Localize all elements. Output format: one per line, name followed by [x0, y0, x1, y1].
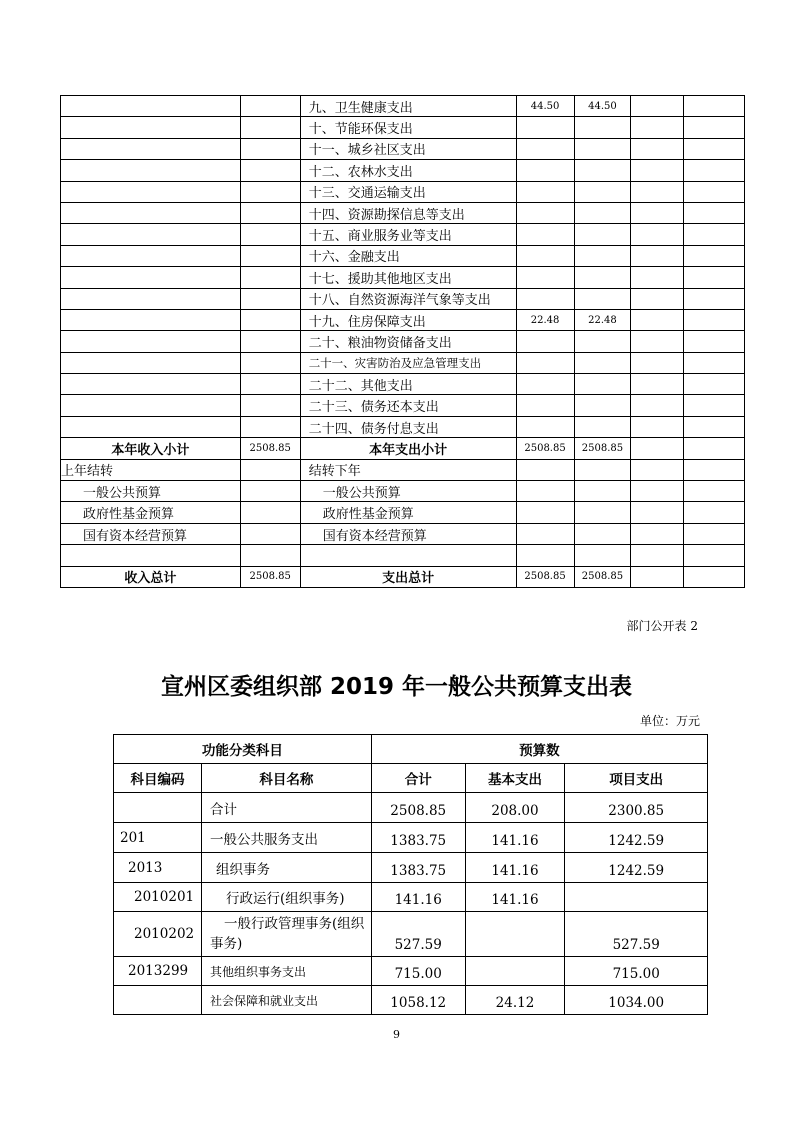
- carry-item-label: 国有资本经营预算: [300, 523, 516, 544]
- budget-expenditure-table: [113, 734, 708, 1015]
- table-cell: [516, 545, 574, 566]
- expense-value: [516, 288, 574, 309]
- table-cell: [240, 545, 300, 566]
- table-cell: [61, 117, 241, 138]
- expense-total-value: 2508.85: [574, 438, 631, 459]
- table-cell: [631, 374, 684, 395]
- table-cell: [631, 160, 684, 181]
- table-cell: [631, 96, 684, 117]
- table-cell: [61, 416, 241, 437]
- table-cell: [300, 545, 516, 566]
- table-cell: [61, 224, 241, 245]
- table-row: [61, 138, 745, 159]
- table-cell: [61, 352, 241, 373]
- table-cell: [240, 138, 300, 159]
- table-reference: 部门公开表 2: [626, 619, 698, 633]
- expense-value: 22.48: [516, 309, 574, 330]
- income-total-label: 本年收入小计: [61, 438, 241, 459]
- budget-row: [114, 853, 708, 883]
- expense-item-label: 十九、住房保障支出: [300, 309, 516, 330]
- table-row: [61, 395, 745, 416]
- expense-item-label: 二十四、债务付息支出: [300, 416, 516, 437]
- table-cell: [684, 566, 745, 587]
- table-cell: [631, 224, 684, 245]
- table-cell: [61, 181, 241, 202]
- expense-value: [574, 374, 631, 395]
- budget-row: [114, 986, 708, 1015]
- budget-row: [114, 823, 708, 853]
- table-cell: [631, 481, 684, 502]
- table-cell: [684, 502, 745, 523]
- budget-total: 1383.75: [371, 853, 465, 883]
- budget-row: [114, 912, 708, 957]
- table-cell: [684, 459, 745, 480]
- expense-value: [516, 267, 574, 288]
- budget-project: 1242.59: [565, 823, 708, 853]
- table-cell: [684, 160, 745, 181]
- table-cell: [684, 245, 745, 266]
- table-cell: [574, 502, 631, 523]
- table-cell: [516, 481, 574, 502]
- header-code: 科目编码: [114, 764, 202, 793]
- table-cell: [631, 202, 684, 223]
- table-cell: [631, 267, 684, 288]
- table-cell: [516, 502, 574, 523]
- carry-item-label: 政府性基金预算: [300, 502, 516, 523]
- budget-basic: 141.16: [465, 823, 565, 853]
- expense-item-label: 九、卫生健康支出: [300, 96, 516, 117]
- budget-basic: [465, 957, 565, 986]
- table-cell: [631, 566, 684, 587]
- table-cell: [631, 416, 684, 437]
- table-cell: [240, 331, 300, 352]
- subject-name: 组织事务: [201, 853, 371, 883]
- table-row: [61, 288, 745, 309]
- table-cell: [240, 202, 300, 223]
- table-cell: [240, 374, 300, 395]
- subject-code: 2010202: [114, 912, 202, 957]
- expense-value: [516, 331, 574, 352]
- table-cell: [61, 288, 241, 309]
- expense-item-label: 二十二、其他支出: [300, 374, 516, 395]
- carry-item-row: [61, 523, 745, 544]
- table-cell: [61, 96, 241, 117]
- table-cell: [61, 545, 241, 566]
- expense-value: [516, 224, 574, 245]
- table-cell: [631, 138, 684, 159]
- expense-value: [574, 267, 631, 288]
- table-cell: [631, 352, 684, 373]
- subject-name: 一般公共服务支出: [201, 823, 371, 853]
- budget-row: [114, 883, 708, 912]
- table-cell: [631, 395, 684, 416]
- table-cell: [61, 395, 241, 416]
- empty-row: [61, 545, 745, 566]
- table-row: [61, 96, 745, 117]
- table-cell: [61, 309, 241, 330]
- carry-next-label: 结转下年: [300, 459, 516, 480]
- expense-item-label: 二十、粮油物资储备支出: [300, 331, 516, 352]
- header-project: 项目支出: [565, 764, 708, 793]
- table-cell: [240, 459, 300, 480]
- table-row: [61, 117, 745, 138]
- income-total-label: 收入总计: [61, 566, 241, 587]
- subject-name: 行政运行(组织事务): [201, 883, 371, 912]
- expense-value: [574, 138, 631, 159]
- budget-total: 715.00: [371, 957, 465, 986]
- table-row: [61, 245, 745, 266]
- table-cell: [574, 459, 631, 480]
- subject-code: [114, 986, 202, 1015]
- table-cell: [240, 288, 300, 309]
- expense-item-label: 十五、商业服务业等支出: [300, 224, 516, 245]
- budget-basic: [465, 912, 565, 957]
- subject-name: 社会保障和就业支出: [201, 986, 371, 1015]
- income-total-value: 2508.85: [240, 438, 300, 459]
- budget-total: 1383.75: [371, 823, 465, 853]
- expense-value: [516, 395, 574, 416]
- subtotal-row: [61, 438, 745, 459]
- budget-project: [565, 883, 708, 912]
- expense-value: [574, 352, 631, 373]
- table-header-row: [114, 764, 708, 793]
- table-cell: [240, 160, 300, 181]
- expense-item-label: 十七、援助其他地区支出: [300, 267, 516, 288]
- table-cell: [574, 481, 631, 502]
- expense-item-label: 十二、农林水支出: [300, 160, 516, 181]
- table-cell: [684, 138, 745, 159]
- expense-item-label: 十一、城乡社区支出: [300, 138, 516, 159]
- table-cell: [684, 202, 745, 223]
- expense-value: [516, 117, 574, 138]
- header-function-category: 功能分类科目: [114, 735, 372, 764]
- subject-name: 一般行政管理事务(组织事务): [201, 912, 371, 957]
- expense-value: [516, 374, 574, 395]
- table-cell: [684, 374, 745, 395]
- table-row: [61, 267, 745, 288]
- table-cell: [631, 523, 684, 544]
- table-cell: [240, 181, 300, 202]
- table-cell: [684, 331, 745, 352]
- carry-row: [61, 459, 745, 480]
- budget-basic: 141.16: [465, 883, 565, 912]
- expense-value: [516, 202, 574, 223]
- page-number: 9: [393, 1028, 400, 1041]
- table-cell: [240, 117, 300, 138]
- expense-value: [574, 288, 631, 309]
- budget-project: 1034.00: [565, 986, 708, 1015]
- expense-value: [574, 224, 631, 245]
- expense-value: [574, 245, 631, 266]
- table-cell: [61, 267, 241, 288]
- expense-item-label: 十八、自然资源海洋气象等支出: [300, 288, 516, 309]
- table-cell: [516, 523, 574, 544]
- table-cell: [631, 117, 684, 138]
- expense-value: [574, 202, 631, 223]
- subject-code: [114, 793, 202, 823]
- subject-name: 其他组织事务支出: [201, 957, 371, 986]
- table-cell: [684, 352, 745, 373]
- table-cell: [631, 309, 684, 330]
- budget-row: [114, 957, 708, 986]
- table-cell: [516, 459, 574, 480]
- table-row: [61, 331, 745, 352]
- budget-basic: 208.00: [465, 793, 565, 823]
- table-row: [61, 202, 745, 223]
- budget-total: 141.16: [371, 883, 465, 912]
- page-title: 宣州区委组织部 2019 年一般公共预算支出表: [160, 674, 633, 700]
- expense-value: [516, 181, 574, 202]
- income-expense-table: [60, 95, 745, 588]
- budget-row: [114, 793, 708, 823]
- budget-project: 527.59: [565, 912, 708, 957]
- table-cell: [240, 267, 300, 288]
- table-cell: [240, 481, 300, 502]
- expense-value: [574, 331, 631, 352]
- table-cell: [61, 138, 241, 159]
- table-cell: [240, 416, 300, 437]
- subject-name: 合计: [201, 793, 371, 823]
- table-cell: [240, 395, 300, 416]
- expense-value: [574, 181, 631, 202]
- expense-value: [516, 160, 574, 181]
- budget-basic: 24.12: [465, 986, 565, 1015]
- table-cell: [684, 267, 745, 288]
- table-cell: [684, 438, 745, 459]
- expense-item-label: 十、节能环保支出: [300, 117, 516, 138]
- budget-project: 2300.85: [565, 793, 708, 823]
- expense-total-value: 2508.85: [516, 566, 574, 587]
- header-budget: 预算数: [371, 735, 707, 764]
- table-cell: [684, 523, 745, 544]
- table-cell: [684, 96, 745, 117]
- budget-basic: 141.16: [465, 853, 565, 883]
- table-row: [61, 224, 745, 245]
- header-total: 合计: [371, 764, 465, 793]
- expense-item-label: 十六、金融支出: [300, 245, 516, 266]
- expense-total-label: 支出总计: [300, 566, 516, 587]
- expense-value: [516, 416, 574, 437]
- expense-total-value: 2508.85: [574, 566, 631, 587]
- subject-code: 2013299: [114, 957, 202, 986]
- carry-previous-label: 上年结转: [61, 459, 241, 480]
- table-cell: [240, 352, 300, 373]
- subject-code: 201: [114, 823, 202, 853]
- carry-item-row: [61, 502, 745, 523]
- table-cell: [684, 181, 745, 202]
- expense-item-label: 二十一、灾害防治及应急管理支出: [300, 352, 516, 373]
- table-cell: [61, 331, 241, 352]
- table-cell: [631, 545, 684, 566]
- subject-code: 2010201: [114, 883, 202, 912]
- subject-code: 2013: [114, 853, 202, 883]
- carry-item-label: 国有资本经营预算: [61, 523, 241, 544]
- table-cell: [631, 459, 684, 480]
- table-cell: [240, 224, 300, 245]
- table-row: [61, 374, 745, 395]
- expense-total-label: 本年支出小计: [300, 438, 516, 459]
- expense-value: [574, 117, 631, 138]
- carry-item-label: 政府性基金预算: [61, 502, 241, 523]
- table-row: [61, 352, 745, 373]
- table-cell: [684, 416, 745, 437]
- expense-value: [574, 395, 631, 416]
- table-cell: [684, 395, 745, 416]
- carry-item-row: [61, 481, 745, 502]
- table-cell: [631, 245, 684, 266]
- expense-item-label: 十四、资源勘探信息等支出: [300, 202, 516, 223]
- table-cell: [574, 523, 631, 544]
- table-cell: [684, 309, 745, 330]
- expense-value: [574, 416, 631, 437]
- expense-value: 22.48: [574, 309, 631, 330]
- income-total-value: 2508.85: [240, 566, 300, 587]
- table-cell: [684, 545, 745, 566]
- table-header-row: [114, 735, 708, 764]
- table-cell: [61, 374, 241, 395]
- header-name: 科目名称: [201, 764, 371, 793]
- budget-project: 1242.59: [565, 853, 708, 883]
- table-row: [61, 416, 745, 437]
- table-cell: [631, 502, 684, 523]
- table-row: [61, 160, 745, 181]
- expense-value: [516, 245, 574, 266]
- expense-value: [516, 352, 574, 373]
- table-cell: [61, 245, 241, 266]
- table-cell: [574, 545, 631, 566]
- table-cell: [240, 502, 300, 523]
- table-cell: [684, 481, 745, 502]
- table-cell: [631, 438, 684, 459]
- table-cell: [684, 224, 745, 245]
- table-row: [61, 309, 745, 330]
- header-basic: 基本支出: [465, 764, 565, 793]
- expense-item-label: 十三、交通运输支出: [300, 181, 516, 202]
- table-cell: [684, 288, 745, 309]
- table-cell: [240, 309, 300, 330]
- table-cell: [631, 181, 684, 202]
- table-cell: [684, 117, 745, 138]
- table-cell: [240, 96, 300, 117]
- budget-total: 1058.12: [371, 986, 465, 1015]
- expense-value: 44.50: [574, 96, 631, 117]
- table-cell: [61, 160, 241, 181]
- expense-value: [574, 160, 631, 181]
- table-cell: [631, 288, 684, 309]
- table-cell: [61, 202, 241, 223]
- expense-value: [516, 138, 574, 159]
- table-cell: [240, 523, 300, 544]
- expense-value: 44.50: [516, 96, 574, 117]
- unit-label: 单位：万元: [639, 714, 700, 728]
- budget-project: 715.00: [565, 957, 708, 986]
- table-cell: [631, 331, 684, 352]
- table-row: [61, 181, 745, 202]
- expense-item-label: 二十三、债务还本支出: [300, 395, 516, 416]
- table-cell: [240, 245, 300, 266]
- budget-total: 2508.85: [371, 793, 465, 823]
- carry-item-label: 一般公共预算: [61, 481, 241, 502]
- expense-total-value: 2508.85: [516, 438, 574, 459]
- budget-total: 527.59: [371, 912, 465, 957]
- grand-total-row: [61, 566, 745, 587]
- carry-item-label: 一般公共预算: [300, 481, 516, 502]
